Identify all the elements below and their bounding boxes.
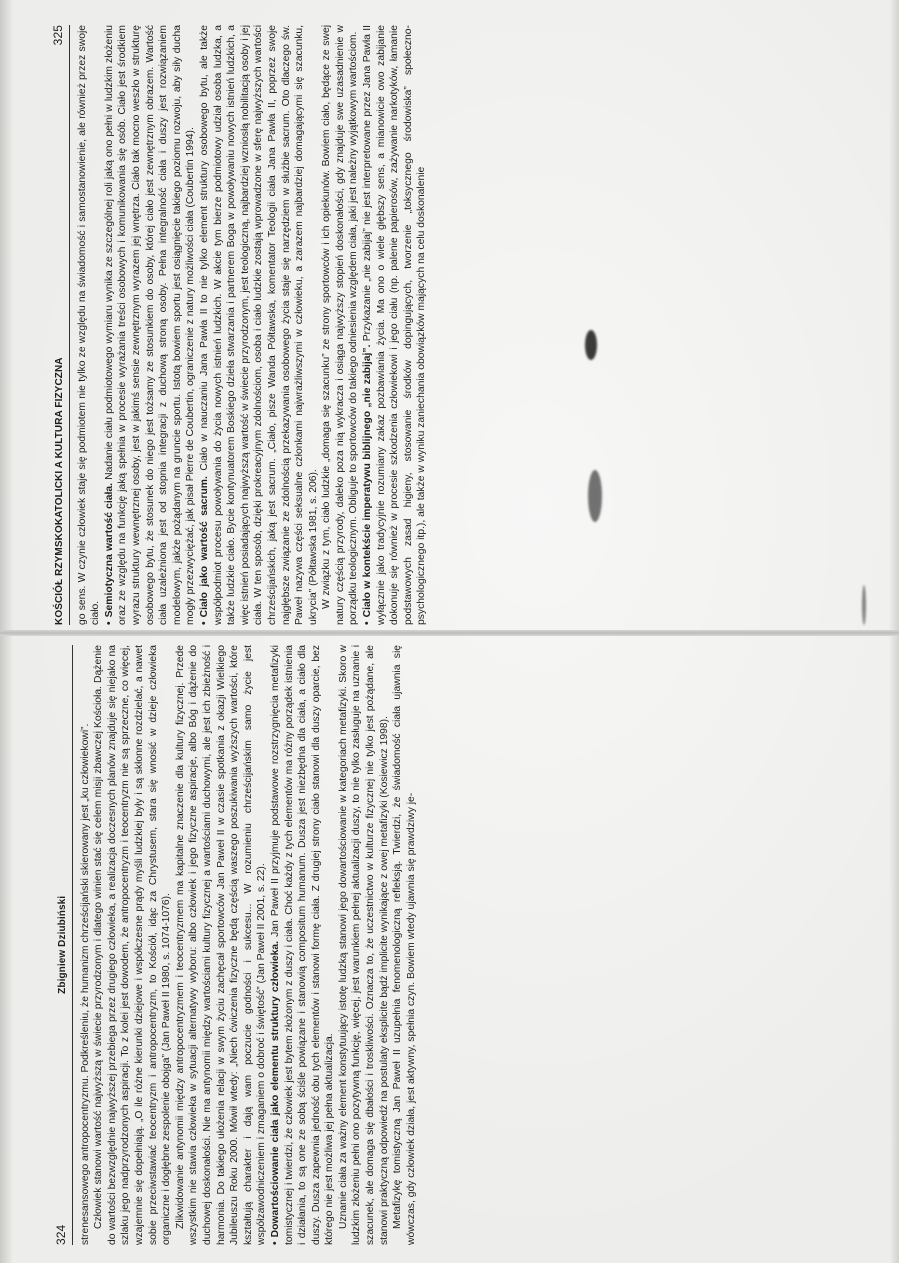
- bullet-heading: Ciało jako wartość sacrum.: [198, 476, 210, 618]
- page-number: 325: [51, 25, 65, 46]
- bullet-text: Przykazanie „nie zabijaj” nie jest interpretowane przez Jana Pawła II wyłącznie jako tradycyjnie rozumiany zakaz pozbawiania życia. Ma ono o wiele głębszy sens, a mianowicie owo zabijanie dokonuje się również w procesie szkodzenia człowiekowi i jego ciału (np. palenie papierosów, zażywanie narkotyków, łamanie podstawowych zasad higieny, stosowanie środków dopingujących, tworzenie „toksycznego środowiska” społeczno-psychologicznego itp.), ale także w wyniku zaniechania obowiązków mających na celu doskonalenie: [362, 25, 428, 625]
- page-body: [79, 645, 419, 1245]
- ink-smudge: [588, 470, 602, 522]
- paragraph: Człowiek stanowi wartość najwyższą w świecie przyrodzonym i dlatego winien stać się celem misji zbawczej Kościoła. Dążenie do wartości bezwzględnie najwyższej przebiega przez drugiego człowieka, a realizacja doczesnych planów znajduje się niejako na szlaku jego nadprzyrodzonych aspiracji. To z kolei jest dowodem, że antropocentryzm i teocentryzm nie są sprzeczne, co więcej, wzajemnie się dopełniają. „O ile różne kierunki dziejowe i współczesne prądy myśli ludzkiej były i są skłonne rozdzielać, a nawet sobie przeciwstawiać teocentryzm i antropocentryzm, to Kościół, idąc za Chrystusem, stara się wnosić w dzieje człowieka organiczne i dogłębne zespolenie obojga” (Jan Paweł II 1980, s. 1074-1076).: [93, 645, 173, 1245]
- bullet-text: Nadanie ciału podmiotowego wymiaru wynika ze szczególnej roli jaką ono pełni w ludzkim złożeniu oraz ze względu na funkcję jaką spełnia w procesie wyrażania treści osobowych i komunikowania się osób. Ciało jest środkiem wyrazu struktury wewnętrznej osoby, jest w jakimś sensie zewnętrznym wyrazem jej wnętrza. Ciało tak mocno weszło w strukturę osobowego bytu, że stosunek do niego jest tożsamy ze stosunkiem do osoby, której ciało jest zewnętrznym obrazem. Wartość ciała uzależniona jest od stopnia integracji z duchową stroną osoby. Pełna integralność ciała i duszy jest rozwiązaniem modelowym, jakże pożądanym na gruncie sportu. Istotą bowiem sportu jest osiągnięcie takiego poziomu rozwoju, aby siły ducha mogły przezwyciężać, jak pisał Pierre de Coubertin, ograniczenie z natury możliwości ciała (Coubertin 1994).: [103, 25, 197, 625]
- paragraph: go sens. W czynie człowiek staje się podmiotem nie tylko ze względu na świadomość i samostanowienie, ale również przez swoje ciało.: [76, 25, 102, 625]
- paragraph: Metafizykę tomistyczną Jan Paweł II uzupełnia fenomenologiczną refleksją. Twierdzi, że świadomość ciała ujawnia się wówczas, gdy człowiek działa, jest aktywny, spełnia czyn. Bowiem wtedy ujawnia się prawdziwy je-: [392, 645, 417, 1245]
- paragraph: Zlikwidowanie antynomii między antropocentryzmem i teocentryzmem ma kapitalne znaczenie dla kultury fizycznej. Przede wszystkim nie stawia człowieka w sytuacji alternatywy wyboru: albo człowiek i jego fizyczne aspiracje, albo Bóg i dążenie do duchowej doskonałości. Nie ma antynomii między wartościami kultury fizycznej a wartościami duchowymi, ale jest ich zbieżność i harmonia. Do takiego ułożenia relacji w swym życiu zachęcał sportowców Jan Paweł II w czasie spotkania z okazji Wielkiego Jubileuszu Roku 2000. Mówił wtedy: „Niech ćwiczenia fizyczne będą częścią waszego poszukiwania wyższych wartości, które kształtują charakter i dają wam poczucie godności i sukcesu... W rozumieniu chrześcijańskim samo życie jest współzawodniczeniem i zmaganiem o dobroć i świętość” (Jan Paweł II 2001, s. 22).: [174, 645, 268, 1245]
- paragraph: W związku z tym, ciało ludzkie „domaga się szacunku” ze strony sportowców i ich opiekunów. Bowiem ciało, będące ze swej natury częścią przyrody, daleko poza nią wykracza i osiąga najwyższy stopień doskonałości, gdy znajduje swe uzasadnienie w porządku teologicznym. Obliguje to sportowców do takiego odniesienia względem ciała, jaki jest należny wyjątkowym wartościom.: [321, 25, 360, 625]
- paragraph: Uznanie ciała za ważny element konstytuujący istotę ludzką stanowi jego dowartościowanie w kategoriach metafizyki. Skoro w ludzkim złożeniu pełni ono pozytywną funkcję, więcej, jest warunkiem pełnej aktualizacji duszy, to nie tylko zasługuje na uznanie i szacunek, ale domaga się dbałości i troskliwości. Oznacza to, że uczestnictwo w kulturze fizycznej nie tylko jest pożądane, ale stanowi praktyczną odpowiedź na postulaty eksplicite bądź implicite wynikające z owej metafizyki (Kosiewicz 1998).: [337, 645, 390, 1245]
- page-324: [55, 645, 460, 1245]
- bullet-paragraph: •Dowartościowanie ciała jako elementu struktury człowieka. Jan Paweł II przyjmuje podstawowe rozstrzygnięcia metafizyki tomistycznej i twierdzi, że człowiek jest bytem złożonym z duszy i ciała. Choć każdy z tych elementów ma różny porządek istnienia i działania, to są one ze sobą ściśle powiązane i stanowią compositum humanum. Dusza jest niezbędna dla ciała, a ciało dla duszy. Dusza zapewnia jedność obu tych elementów i stanowi formę ciała. Z drugiej strony ciało stanowi dla duszy oparcie, bez którego nie jest możliwa jej pełna aktualizacja.: [269, 645, 336, 1245]
- bullet-text: Ciało w nauczaniu Jana Pawła II to nie tylko element struktury osobowego bytu, ale także współpodmiot procesu powoływania do życia nowych istnień ludzkich. W akcie tym bierze podmiotowy udział osoba ludzka, a także ludzkie ciało. Bycie kontynuatorem Boskiego dzieła stwarzania i partnerem Boga w powoływaniu nowych istnień ludzkich, a więc istnień posiadających najwyższą wartość w świecie przyrodzonym, jest teologiczną, najbardziej wzniosłą nobilitacją osoby i jej ciała. W ten sposób, dzięki prokreacyjnym zdolnościom, osoba i ciało ludzkie zostają wprowadzone w sferę najwyższych wartości chrześcijańskich, jaką jest sacrum. „Ciało, pisze Wanda Półtawska, komentator Teologii ciała Jana Pawła II, poprzez swoje najgłębsze związanie ze zdolnością przekazywania osobowego życia staje się narzędziem w służbie sacrum. Oto dlaczego św. Paweł nazywa części seksualne członkami najwrażliwszymi w człowieku, a zarazem najbardziej domagającymi się szacunku, ukrycia” (Półtawska 1981, s. 206).: [198, 25, 319, 625]
- bullet-heading: Dowartościowanie ciała jako elementu struktury człowieka.: [269, 940, 281, 1238]
- running-head: Zbigniew Dziubiński: [57, 895, 68, 994]
- bullet-paragraph: •Ciało w kontekście imperatywu biblijnego „nie zabijaj”. Przykazanie „nie zabijaj” nie jest interpretowane przez Jana Pawła II wyłącznie jako tradycyjnie rozumiany zakaz pozbawiania życia. Ma ono o wiele głębszy sens, a mianowicie owo zabijanie dokonuje się również w procesie szkodzenia człowiekowi i jego ciału (np. palenie papierosów, zażywanie narkotyków, łamanie podstawowych zasad higieny, stosowanie środków dopingujących, tworzenie „toksycznego środowiska” społeczno-psychologicznego itp.), ale także w wyniku zaniechania obowiązków mających na celu doskonalenie: [362, 25, 428, 625]
- ink-smudge: [862, 585, 866, 625]
- paragraph: strenesansowego antropocentryzmu. Podkreśleniu, że humanizm chrześcijański skierowany jest „ku człowiekowi”.: [79, 723, 91, 1245]
- page-body: [76, 25, 429, 625]
- bullet-paragraph: •Semiotyczna wartość ciała. Nadanie ciału podmiotowego wymiaru wynika ze szczególnej roli jaką ono pełni w ludzkim złożeniu oraz ze względu na funkcję jaką spełnia w procesie wyrażania treści osobowych i komunikowania się osób. Ciało jest środkiem wyrazu struktury wewnętrznej osoby, jest w jakimś sensie zewnętrznym wyrazem jej wnętrza. Ciało tak mocno weszło w strukturę osobowego bytu, że stosunek do niego jest tożsamy ze stosunkiem do osoby, której ciało jest zewnętrznym obrazem. Wartość ciała uzależniona jest od stopnia integracji z duchową stroną osoby. Pełna integralność ciała i duszy jest rozwiązaniem modelowym, jakże pożądanym na gruncie sportu. Istotą bowiem sportu jest osiągnięcie takiego poziomu rozwoju, aby siły ducha mogły przezwyciężać, jak pisał Pierre de Coubertin, ograniczenie z natury możliwości ciała (Coubertin 1994).: [103, 25, 197, 625]
- running-head: KOŚCIÓŁ RZYMSKOKATOLICKI A KULTURA FIZYCZNA: [54, 357, 65, 625]
- ink-smudge: [585, 330, 597, 360]
- page-header: [55, 645, 73, 1245]
- page-325: [52, 25, 457, 625]
- bullet-heading: Ciało w kontekście imperatywu biblijnego „nie zabijaj”.: [362, 344, 374, 618]
- page-header: [52, 25, 70, 625]
- bullet-text: Jan Paweł II przyjmuje podstawowe rozstrzygnięcia metafizyki tomistycznej i twierdzi, że człowiek jest bytem złożonym z duszy i ciała. Choć każdy z tych elementów ma różny porządek istnienia i działania, to są one ze sobą ściśle powiązane i stanowią compositum humanum. Dusza jest niezbędna dla ciała, a ciało dla duszy. Dusza zapewnia jedność obu tych elementów i stanowi formę ciała. Z drugiej strony ciało stanowi dla duszy oparcie, bez którego nie jest możliwa jej pełna aktualizacja.: [269, 645, 336, 1245]
- page-number: 324: [54, 1224, 68, 1245]
- bullet-heading: Semiotyczna wartość ciała.: [103, 482, 115, 618]
- bullet-paragraph: •Ciało jako wartość sacrum. Ciało w nauczaniu Jana Pawła II to nie tylko element struktury osobowego bytu, ale także współpodmiot procesu powoływania do życia nowych istnień ludzkich. W akcie tym bierze podmiotowy udział osoba ludzka, a także ludzkie ciało. Bycie kontynuatorem Boskiego dzieła stwarzania i partnerem Boga w powoływaniu nowych istnień ludzkich, a więc istnień posiadających najwyższą wartość w świecie przyrodzonym, jest teologiczną, najbardziej wzniosłą nobilitacją osoby i jej ciała. W ten sposób, dzięki prokreacyjnym zdolnościom, osoba i ciało ludzkie zostają wprowadzone w sferę najwyższych wartości chrześcijańskich, jaką jest sacrum. „Ciało, pisze Wanda Półtawska, komentator Teologii ciała Jana Pawła II, poprzez swoje najgłębsze związanie ze zdolnością przekazywania osobowego życia staje się narzędziem w służbie sacrum. Oto dlaczego św. Paweł nazywa części seksualne członkami najwrażliwszymi w człowieku, a zarazem najbardziej domagającymi się szacunku, ukrycia” (Półtawska 1981, s. 206).: [198, 25, 319, 625]
- book-gutter: [0, 630, 899, 636]
